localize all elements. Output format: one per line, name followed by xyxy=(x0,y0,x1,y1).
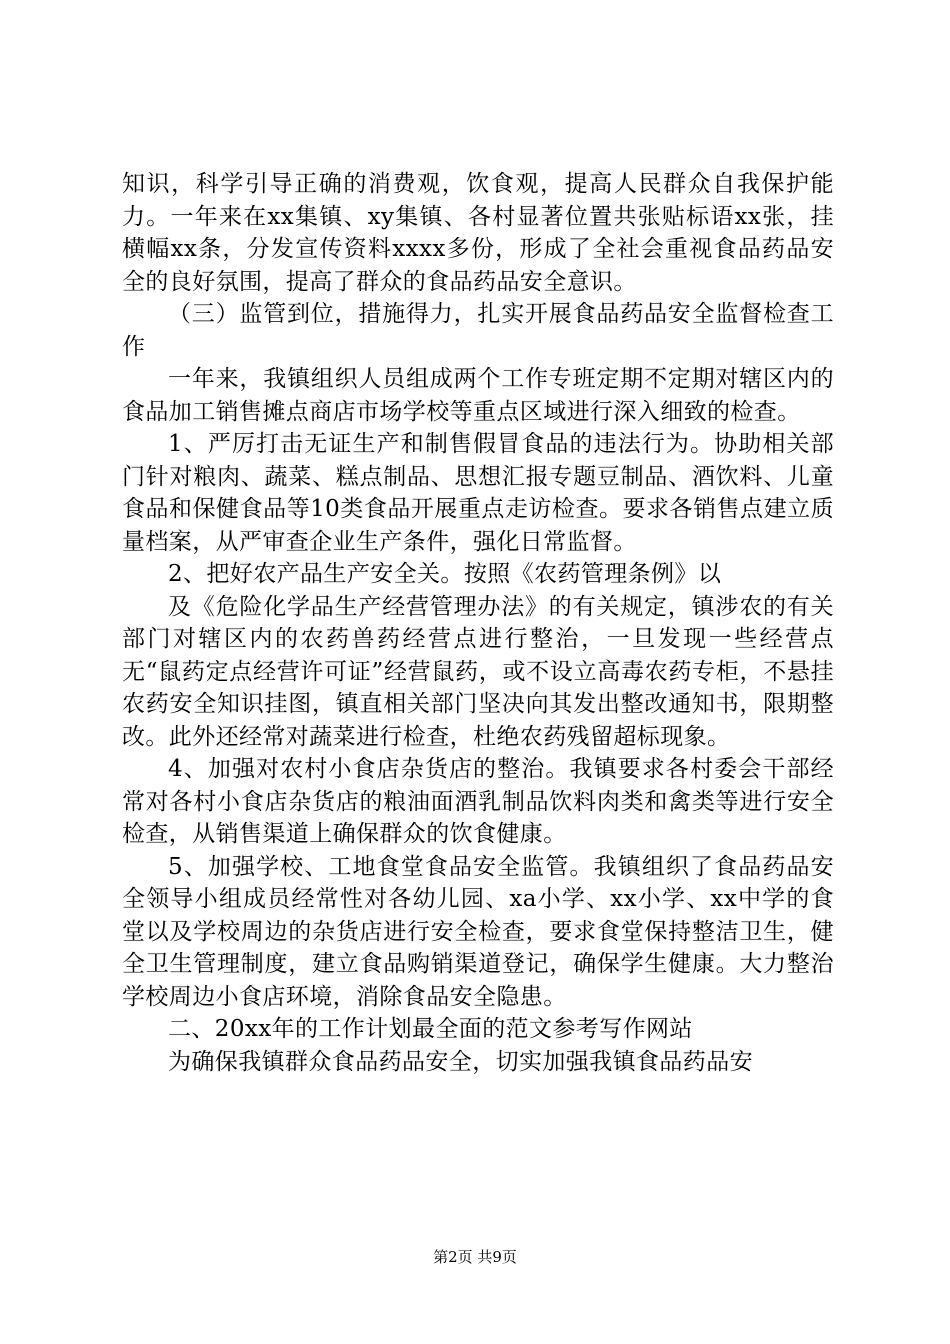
paragraph-plan-intro: 为确保我镇群众食品药品安全，切实加强我镇食品药品安 xyxy=(168,1048,753,1075)
paragraph-item-5: 5、加强学校、工地食堂食品安全监管。我镇组织了食品药品安全领导小组成员经常性对各幼儿园、xa小学、xx小学、xx中学的食堂以及学校周边的杂货店进行安全检查，要求食堂保持整洁卫生，健全卫生管理制度，建立食品购销渠道登记，确保学生健康。大力整治学校周边小食店环境，消除食品安全隐患。 xyxy=(122,853,834,1010)
paragraph-item-2-continued: 及《危险化学品生产经营管理办法》的有关规定，镇涉农的有关部门对辖区内的农药兽药经营点进行整治，一旦发现一些经营点无“鼠药定点经营许可证”经营鼠药，或不设立高毒农药专柜，不悬挂农药安全知识挂图，镇直相关部门坚决向其发出整改通知书，限期整改。此外还经常对蔬菜进行检查，杜绝农药残留超标现象。 xyxy=(122,593,834,750)
section-heading-supervision: （三）监管到位，措施得力，扎实开展食品药品安全监督检查工作 xyxy=(122,301,834,360)
paragraph-item-1: 1、严厉打击无证生产和制售假冒食品的违法行为。协助相关部门针对粮肉、蔬菜、糕点制品、思想汇报专题豆制品、酒饮料、儿童食品和保健食品等10类食品开展重点走访检查。要求各销售点建立质量档案，从严审查企业生产条件，强化日常监督。 xyxy=(122,431,834,555)
paragraph-item-2: 2、把好农产品生产安全关。按照《农药管理条例》以 xyxy=(168,561,722,587)
page-number-footer: 第2页 共9页 xyxy=(433,1248,517,1266)
section-heading-plan: 二、20xx年的工作计划最全面的范文参考写作网站 xyxy=(168,1016,693,1042)
document-body xyxy=(122,168,834,1078)
paragraph-inspection-intro: 一年来，我镇组织人员组成两个工作专班定期不定期对辖区内的食品加工销售摊点商店市场学校等重点区域进行深入细致的检查。 xyxy=(122,366,834,425)
paragraph-publicity: 知识，科学引导正确的消费观，饮食观，提高人民群众自我保护能力。一年来在xx集镇、xy集镇、各村显著位置共张贴标语xx张，挂横幅xx条，分发宣传资料xxxx多份，形成了全社会重视食品药品安全的良好氛围，提高了群众的食品药品安全意识。 xyxy=(122,171,834,295)
paragraph-item-4: 4、加强对农村小食店杂货店的整治。我镇要求各村委会干部经常对各村小食店杂货店的粮油面酒乳制品饮料肉类和禽类等进行安全检查，从销售渠道上确保群众的饮食健康。 xyxy=(122,756,834,847)
